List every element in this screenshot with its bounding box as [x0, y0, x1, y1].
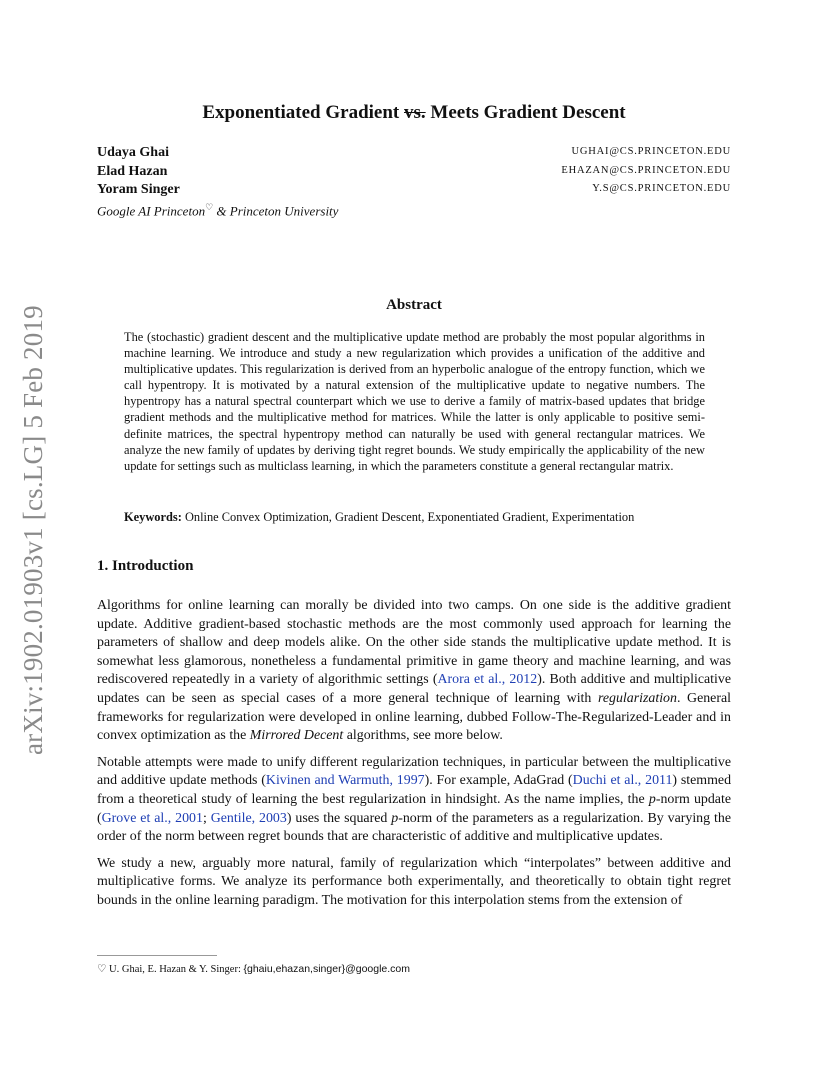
citation-link[interactable]: Grove et al., 2001: [101, 810, 203, 826]
author-name: Udaya Ghai: [97, 145, 169, 160]
text-run: algorithms, see more below.: [343, 728, 503, 744]
title-part-2: Meets Gradient Descent: [430, 102, 626, 123]
text-run: Algorithms for online learning can morally be divided into two camps. On one side is the additive gradient update. Additive gradient-based stochastic methods are the most commonly used approach for learning the parameters of shallow and deep models alike. On the other side stands the multiplicative update method. It is somewhat less glamorous, nonetheless a fundamental primitive in game theory and machine learning, and was rediscovered repeatedly in a variety of algorithmic settings (: [97, 598, 731, 688]
paper-title: [0, 102, 828, 124]
text-run: . General frameworks for regularization were developed in online learning, dubbed Follow-The-Regularized-Leader and in convex optimization as the: [97, 690, 731, 744]
text-run: ) uses the squared: [286, 810, 392, 826]
author-email: EHAZAN@CS.PRINCETON.EDU: [561, 164, 731, 176]
citation-link[interactable]: Gentile, 2003: [210, 810, 287, 826]
text-run: ). Both additive and multiplicative updates can be seen as special cases of a more general technique of learning with: [97, 672, 731, 706]
footnote-email: {ghaiu,ehazan,singer}@google.com: [243, 963, 411, 975]
author-email: Y.S@CS.PRINCETON.EDU: [592, 183, 731, 194]
section-body: [97, 597, 731, 919]
author-row: [97, 164, 731, 183]
math-symbol: p: [648, 791, 656, 807]
title-part-1: Exponentiated Gradient: [202, 102, 400, 123]
author-name: Elad Hazan: [97, 163, 168, 179]
emphasis-text: Mirrored Decent: [249, 728, 344, 744]
author-block: [97, 145, 731, 219]
author-row: [97, 145, 731, 164]
section-heading: 1. Introduction: [97, 558, 194, 574]
title-struck-word: vs.: [404, 102, 426, 123]
paragraph: [97, 597, 731, 746]
math-symbol: p: [391, 810, 399, 826]
text-run: ) stemmed from a theoretical study of learning the best regularization in hindsight. As the name implies, the: [97, 773, 732, 807]
paragraph: We study a new, arguably more natural, family of regularization which “interpolates” between additive and multiplicative forms. We analyze its performance both experimentally, and theoretically to obtain tight regret bounds in the online learning paradigm. The motivation for this interpolation stems from the extension of: [97, 855, 731, 908]
keywords-label: Keywords:: [124, 510, 182, 524]
text-run: -norm update (: [97, 791, 731, 826]
heart-icon: ♡: [97, 964, 107, 975]
emphasis-text: regularization: [597, 690, 677, 706]
affiliation: [97, 202, 731, 219]
heart-icon: ♡: [205, 201, 214, 212]
text-run: ;: [202, 810, 211, 826]
citation-link[interactable]: Kivinen and Warmuth, 1997: [265, 773, 425, 789]
footnote-rule: [97, 955, 217, 956]
abstract-text: The (stochastic) gradient descent and the multiplicative update method are probably the most popular algorithms in machine learning. We introduce and study a new regularization which provides a unification of the additive and multiplicative updates. This regularization is derived from an hyperbolic analogue of the entropy function, which we call hypentropy. It is motivated by a natural extension of the multiplicative update to negative numbers. The hypentropy has a natural spectral counterpart which we use to derive a family of matrix-based updates that bridge gradient methods and the multiplicative method for matrices. While the latter is only applicable to positive semi-definite matrices, the spectral hypentropy method can naturally be used with general rectangular matrices. We analyze the new family of updates by deriving tight regret bounds. We study empirically the applicability of the new update for settings such as multiclass learning, in which the parameters constitute a general rectangular matrix.: [124, 330, 705, 473]
keywords: [124, 510, 705, 525]
affiliation-part-1: Google AI Princeton: [97, 202, 206, 218]
arxiv-identifier-text: arXiv:1902.01903v1 [cs.LG] 5 Feb 2019: [18, 305, 48, 755]
author-row: [97, 182, 731, 201]
footnote: [97, 963, 410, 975]
text-run: ). For example, AdaGrad (: [424, 773, 573, 789]
author-email: UGHAI@CS.PRINCETON.EDU: [571, 146, 731, 157]
paragraph: [97, 754, 731, 847]
citation-link[interactable]: Arora et al., 2012: [437, 672, 538, 688]
keywords-text: Online Convex Optimization, Gradient Descent, Exponentiated Gradient, Experimentation: [184, 510, 635, 524]
arxiv-identifier-stamp: [18, 295, 48, 755]
citation-link[interactable]: Duchi et al., 2011: [572, 773, 673, 789]
affiliation-part-2: & Princeton University: [216, 202, 339, 218]
text-run: -norm of the parameters as a regularization. By varying the order of the norm between regret bounds that are characteristic of additive and multiplicative updates.: [97, 810, 731, 845]
author-name: Yoram Singer: [97, 182, 180, 197]
text-run: Notable attempts were made to unify different regularization techniques, in particular between the multiplicative and additive update methods (: [97, 754, 731, 789]
abstract-heading: Abstract: [386, 297, 442, 313]
footnote-names: U. Ghai, E. Hazan & Y. Singer:: [109, 964, 241, 975]
